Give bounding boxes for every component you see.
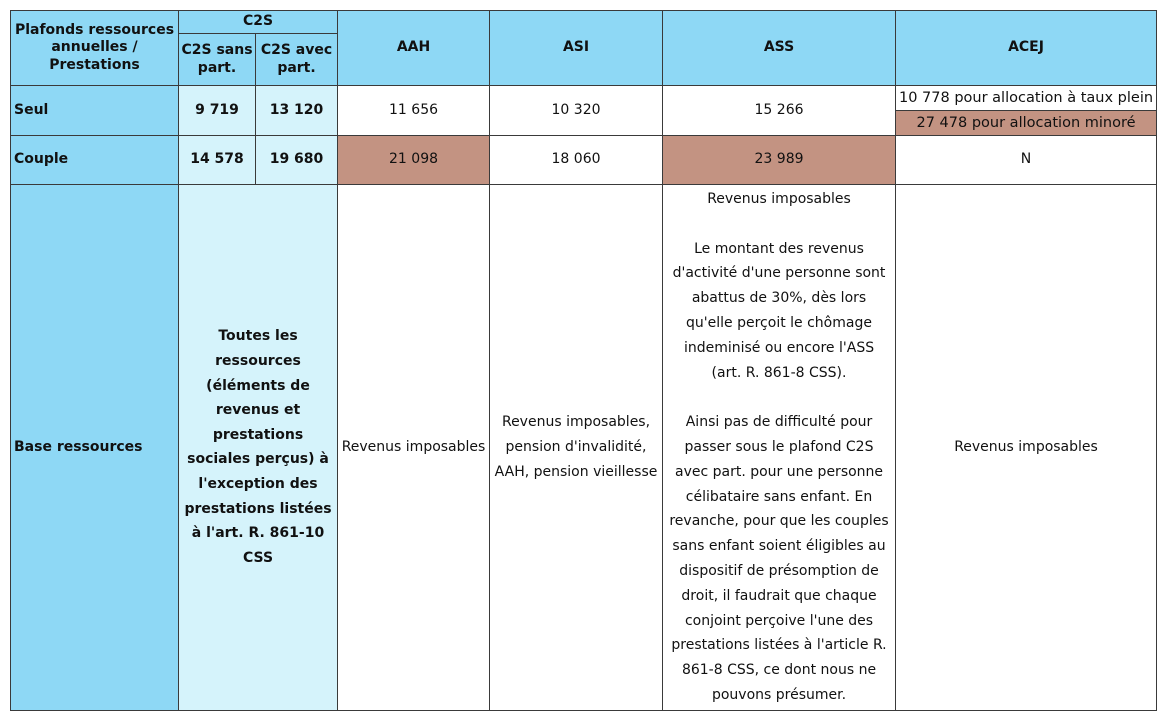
base-ass	[663, 185, 896, 711]
asi-header: ASI	[490, 11, 663, 86]
c2s-avec-header: C2S avec part.	[256, 34, 338, 86]
couple-c2s-sans: 14 578	[179, 136, 256, 185]
acej-minore: 27 478 pour allocation minoré	[896, 111, 1156, 135]
corner-header	[11, 11, 179, 86]
seul-c2s-sans: 9 719	[179, 86, 256, 136]
acej-header: ACEJ	[896, 11, 1157, 86]
c2s-group-header: C2S	[179, 11, 338, 34]
base-ass-paragraph-1: Le montant des revenus d'activité d'une personne sont abattus de 30%, dès lors qu'elle perçoit le chômage indeminisé ou encore l'ASS (art. R. 861-8 CSS).	[672, 240, 886, 381]
couple-c2s-avec: 19 680	[256, 136, 338, 185]
ass-header: ASS	[663, 11, 896, 86]
couple-asi: 18 060	[490, 136, 663, 185]
row-label-base: Base ressources	[11, 185, 179, 711]
c2s-sans-header: C2S sans part.	[179, 34, 256, 86]
row-base	[11, 185, 1157, 711]
couple-aah: 21 098	[338, 136, 490, 185]
row-seul	[11, 86, 1157, 136]
base-ass-paragraph-2: Ainsi pas de difficulté pour passer sous le plafond C2S avec part. pour une personne célibataire sans enfant. En revanche, pour que les couples sans enfant soient éligibles au dispositif de présomption de droit, il faudrait que chaque conjoint perçoive l'une des prestations listées à l'article R. 861-8 CSS, ce dont nous ne pouvons présumer.	[669, 414, 889, 703]
seul-asi: 10 320	[490, 86, 663, 136]
base-asi: Revenus imposables, pension d'invalidité, AAH, pension vieillesse	[490, 185, 663, 711]
aah-header: AAH	[338, 11, 490, 86]
base-ass-spacer-2	[667, 385, 891, 410]
base-acej: Revenus imposables	[896, 185, 1157, 711]
row-label-couple: Couple	[11, 136, 179, 185]
base-ass-title: Revenus imposables	[707, 191, 851, 207]
row-label-seul: Seul	[11, 86, 179, 136]
base-ass-spacer-1	[667, 212, 891, 237]
base-c2s: Toutes les ressources (éléments de revenus et prestations sociales perçus) à l'exception des prestations listées à l'art. R. 861-10 CSS	[179, 185, 338, 711]
seul-aah: 11 656	[338, 86, 490, 136]
couple-acej: N	[896, 136, 1157, 185]
acej-taux-plein: 10 778 pour allocation à taux plein	[896, 86, 1156, 111]
row-couple	[11, 136, 1157, 185]
resource-ceilings-table	[10, 10, 1157, 711]
corner-header-label: Plafonds ressources annuelles / Prestations	[14, 21, 175, 73]
seul-acej	[896, 86, 1157, 136]
seul-c2s-avec: 13 120	[256, 86, 338, 136]
seul-ass: 15 266	[663, 86, 896, 136]
base-aah: Revenus imposables	[338, 185, 490, 711]
couple-ass: 23 989	[663, 136, 896, 185]
